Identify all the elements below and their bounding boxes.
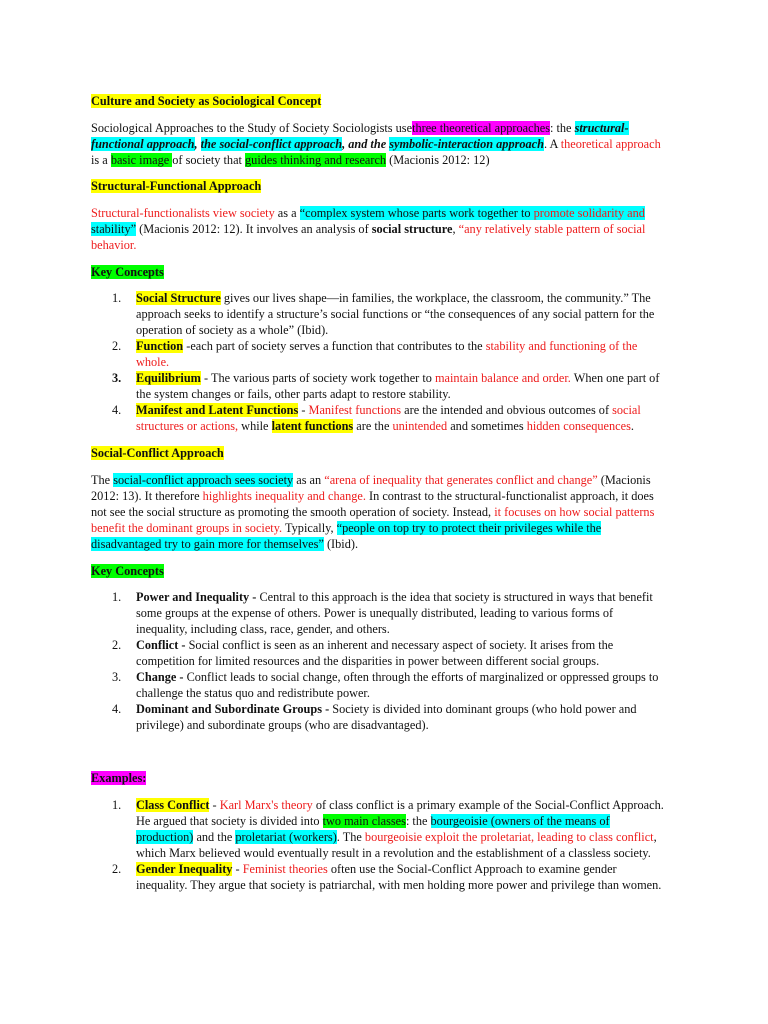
section-heading-key-concepts-2: Key Concepts bbox=[91, 564, 164, 578]
list-item: 3. Change - Conflict leads to social change, often through the efforts of marginalized or oppressed groups to challenge the status quo and redistribute power. bbox=[112, 670, 659, 700]
structural-functional-paragraph: Structural-functionalists view society as a “complex system whose parts work together to promote solidarity and stability” (Macionis 2012: 12). It involves an analysis of social structure, “any relatively stable pattern of social behavior. bbox=[91, 206, 646, 252]
section-heading-examples: Examples: bbox=[91, 771, 147, 785]
section-heading-structural-functional: Structural-Functional Approach bbox=[91, 179, 262, 193]
list-item: 1. Social Structure gives our lives shape—in families, the workplace, the classroom, the community.” The approach seeks to identify a structure’s social functions or “the consequences of any social pattern for the operation of society as a whole” (Ibid). bbox=[112, 291, 655, 337]
section-heading-social-conflict: Social-Conflict Approach bbox=[91, 446, 224, 460]
list-item: 4. Manifest and Latent Functions - Manifest functions are the intended and obvious outcomes of social structures or actions, while latent functions are the unintended and sometimes hidden consequences. bbox=[112, 403, 641, 433]
section-heading-key-concepts-1: Key Concepts bbox=[91, 265, 164, 279]
social-conflict-paragraph: The social-conflict approach sees society as an “arena of inequality that generates conflict and change” (Macionis 2012: 13). It therefore highlights inequality and change. In contrast to the structural-functionalist approach, it does not see the social structure as promoting the smooth operation of society. Instead, it focuses on how social patterns benefit the dominant groups in society. Typically, “people on top try to protect their privileges while the disadvantaged try to gain more for themselves” (Ibid). bbox=[91, 473, 655, 551]
list-item: 2. Gender Inequality - Feminist theories often use the Social-Conflict Approach to examine gender inequality. They argue that society is patriarchal, with men holding more power and privilege than women. bbox=[112, 862, 662, 892]
examples-list bbox=[112, 797, 677, 893]
list-item: 2. Conflict - Social conflict is seen as an inherent and necessary aspect of society. It arises from the competition for limited resources and the disparities in power between different social groups. bbox=[112, 638, 614, 668]
document-title: Culture and Society as Sociological Concept bbox=[91, 94, 322, 108]
list-item: 2. Function -each part of society serves a function that contributes to the stability and functioning of the whole. bbox=[112, 339, 638, 369]
list-item: 3. Equilibrium - The various parts of society work together to maintain balance and order. When one part of the system changes or fails, other parts adapt to restore stability. bbox=[112, 371, 660, 401]
key-concepts-list-1 bbox=[112, 290, 677, 434]
intro-paragraph: Sociological Approaches to the Study of Society Sociologists usethree theoretical approaches: the structural- functional approach, the social-conflict approach, and the symbolic-interaction approach. A theoretical approach is a basic image of society that guides thinking and research (Macionis 2012: 12) bbox=[91, 121, 661, 167]
list-item: 1. Power and Inequality - Central to this approach is the idea that society is structured in ways that benefit some groups at the expense of others. Power is unequally distributed, leading to various forms of inequality, including class, race, gender, and others. bbox=[112, 590, 653, 636]
key-concepts-list-2 bbox=[112, 589, 677, 733]
list-item: 1. Class Conflict - Karl Marx's theory of class conflict is a primary example of the Social-Conflict Approach. He argued that society is divided into two main classes: the bourgeoisie (owners of the means of production) and the proletariat (workers). The bourgeoisie exploit the proletariat, leading to class conflict, which Marx believed would eventually result in a revolution and the establishment of a classless society. bbox=[112, 798, 664, 860]
list-item: 4. Dominant and Subordinate Groups - Society is divided into dominant groups (who hold power and privilege) and subordinate groups (who are disadvantaged). bbox=[112, 702, 637, 732]
